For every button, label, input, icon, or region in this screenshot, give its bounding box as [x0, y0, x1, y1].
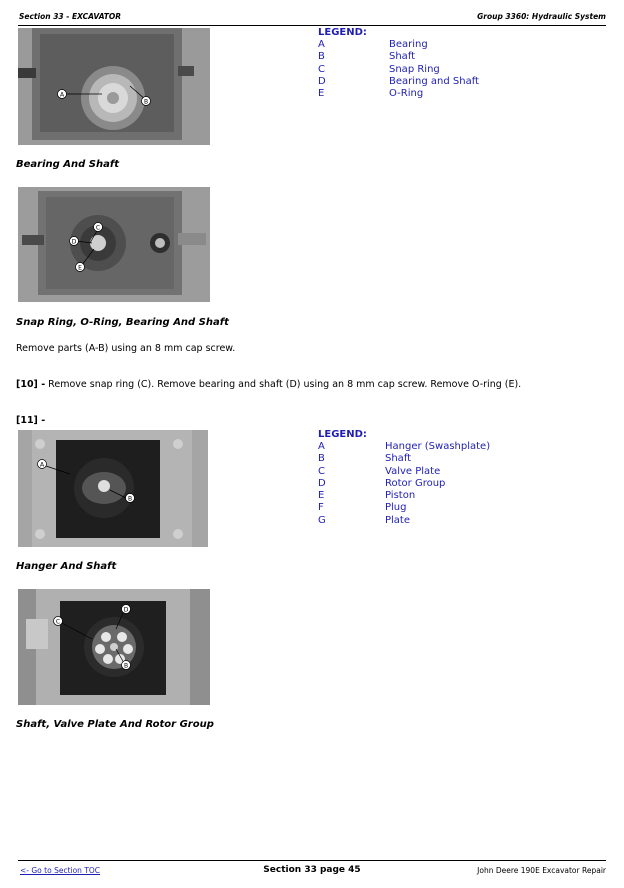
- document-title: John Deere 190E Excavator Repair: [477, 866, 606, 875]
- legend-text: O-Ring: [389, 88, 424, 100]
- legend-text: Piston: [385, 490, 416, 502]
- legend-text: Shaft: [389, 51, 416, 63]
- legend-text: Plug: [385, 502, 407, 514]
- legend-row: [318, 490, 538, 502]
- legend-hanger: [318, 429, 538, 527]
- callout-b-label: B: [127, 495, 133, 503]
- callout-e-label: E: [78, 264, 82, 272]
- step-10-text: Remove snap ring (C). Remove bearing and shaft (D) using an 8 mm cap screw. Remove O-ring (E).: [45, 379, 522, 390]
- caption-hanger-and-shaft: Hanger And Shaft: [16, 561, 117, 572]
- callout-a-label: A: [39, 461, 45, 469]
- legend-letter: G: [318, 514, 326, 526]
- callout-d-label: D: [123, 606, 129, 614]
- legend-bearing: [318, 27, 518, 100]
- section-title: Section 33 - EXCAVATOR: [19, 12, 122, 21]
- photo-valve-plate-rotor: [18, 589, 210, 705]
- photo-snap-ring: [18, 187, 210, 302]
- legend-row: [318, 39, 518, 51]
- legend-text: Plate: [385, 514, 411, 526]
- legend-row: [318, 502, 538, 514]
- legend-text: Snap Ring: [389, 63, 440, 75]
- legend-row: [318, 478, 538, 490]
- callout-b-label: B: [123, 662, 129, 670]
- page-footer: [18, 860, 606, 878]
- legend-row: [318, 51, 518, 63]
- step-10: [16, 379, 521, 390]
- callout-b-label: B: [143, 98, 149, 106]
- legend-letter: C: [318, 465, 325, 477]
- legend-text: Valve Plate: [385, 465, 441, 477]
- legend-letter: D: [318, 477, 326, 489]
- legend-letter: C: [318, 63, 325, 75]
- go-to-section-toc-link[interactable]: <- Go to Section TOC: [20, 866, 101, 875]
- legend-row: [318, 515, 538, 527]
- caption-bearing-and-shaft: Bearing And Shaft: [16, 159, 119, 170]
- legend-row: [318, 453, 538, 465]
- callout-c-label: C: [95, 224, 101, 232]
- step-11: [16, 415, 45, 426]
- page-number: Section 33 page 45: [263, 865, 361, 875]
- legend-letter: B: [318, 51, 325, 63]
- instruction-remove-parts: Remove parts (A-B) using an 8 mm cap screw.: [16, 343, 236, 354]
- group-title: Group 3360: Hydraulic System: [477, 12, 606, 21]
- legend-row: [318, 88, 518, 100]
- legend-row: [318, 466, 538, 478]
- callout-a-label: A: [59, 91, 65, 99]
- legend-title: LEGEND:: [318, 429, 367, 440]
- legend-letter: A: [318, 39, 325, 50]
- legend-row: [318, 64, 518, 76]
- callout-d-label: D: [71, 238, 77, 246]
- legend-letter: D: [318, 75, 326, 87]
- legend-letter: E: [318, 88, 325, 100]
- legend-text: Shaft: [385, 453, 412, 465]
- photo-bearing-and-shaft: [18, 28, 210, 145]
- legend-letter: F: [318, 502, 324, 514]
- photo-hanger-and-shaft: [18, 430, 208, 547]
- legend-row: [318, 441, 538, 453]
- legend-letter: E: [318, 490, 325, 502]
- step-11-number: [11] -: [16, 415, 46, 426]
- caption-snap-ring: Snap Ring, O-Ring, Bearing And Shaft: [16, 317, 229, 328]
- step-10-number: [10] -: [16, 379, 46, 390]
- legend-text: Rotor Group: [385, 477, 446, 489]
- callout-c-label: C: [55, 618, 61, 626]
- legend-text: Bearing: [389, 39, 428, 50]
- legend-row: [318, 76, 518, 88]
- legend-letter: B: [318, 453, 325, 465]
- legend-title: LEGEND:: [318, 27, 367, 38]
- legend-letter: A: [318, 441, 325, 452]
- caption-valve-plate-rotor: Shaft, Valve Plate And Rotor Group: [16, 719, 214, 730]
- legend-text: Hanger (Swashplate): [385, 441, 491, 452]
- page-header: [18, 12, 606, 26]
- legend-text: Bearing and Shaft: [389, 75, 479, 87]
